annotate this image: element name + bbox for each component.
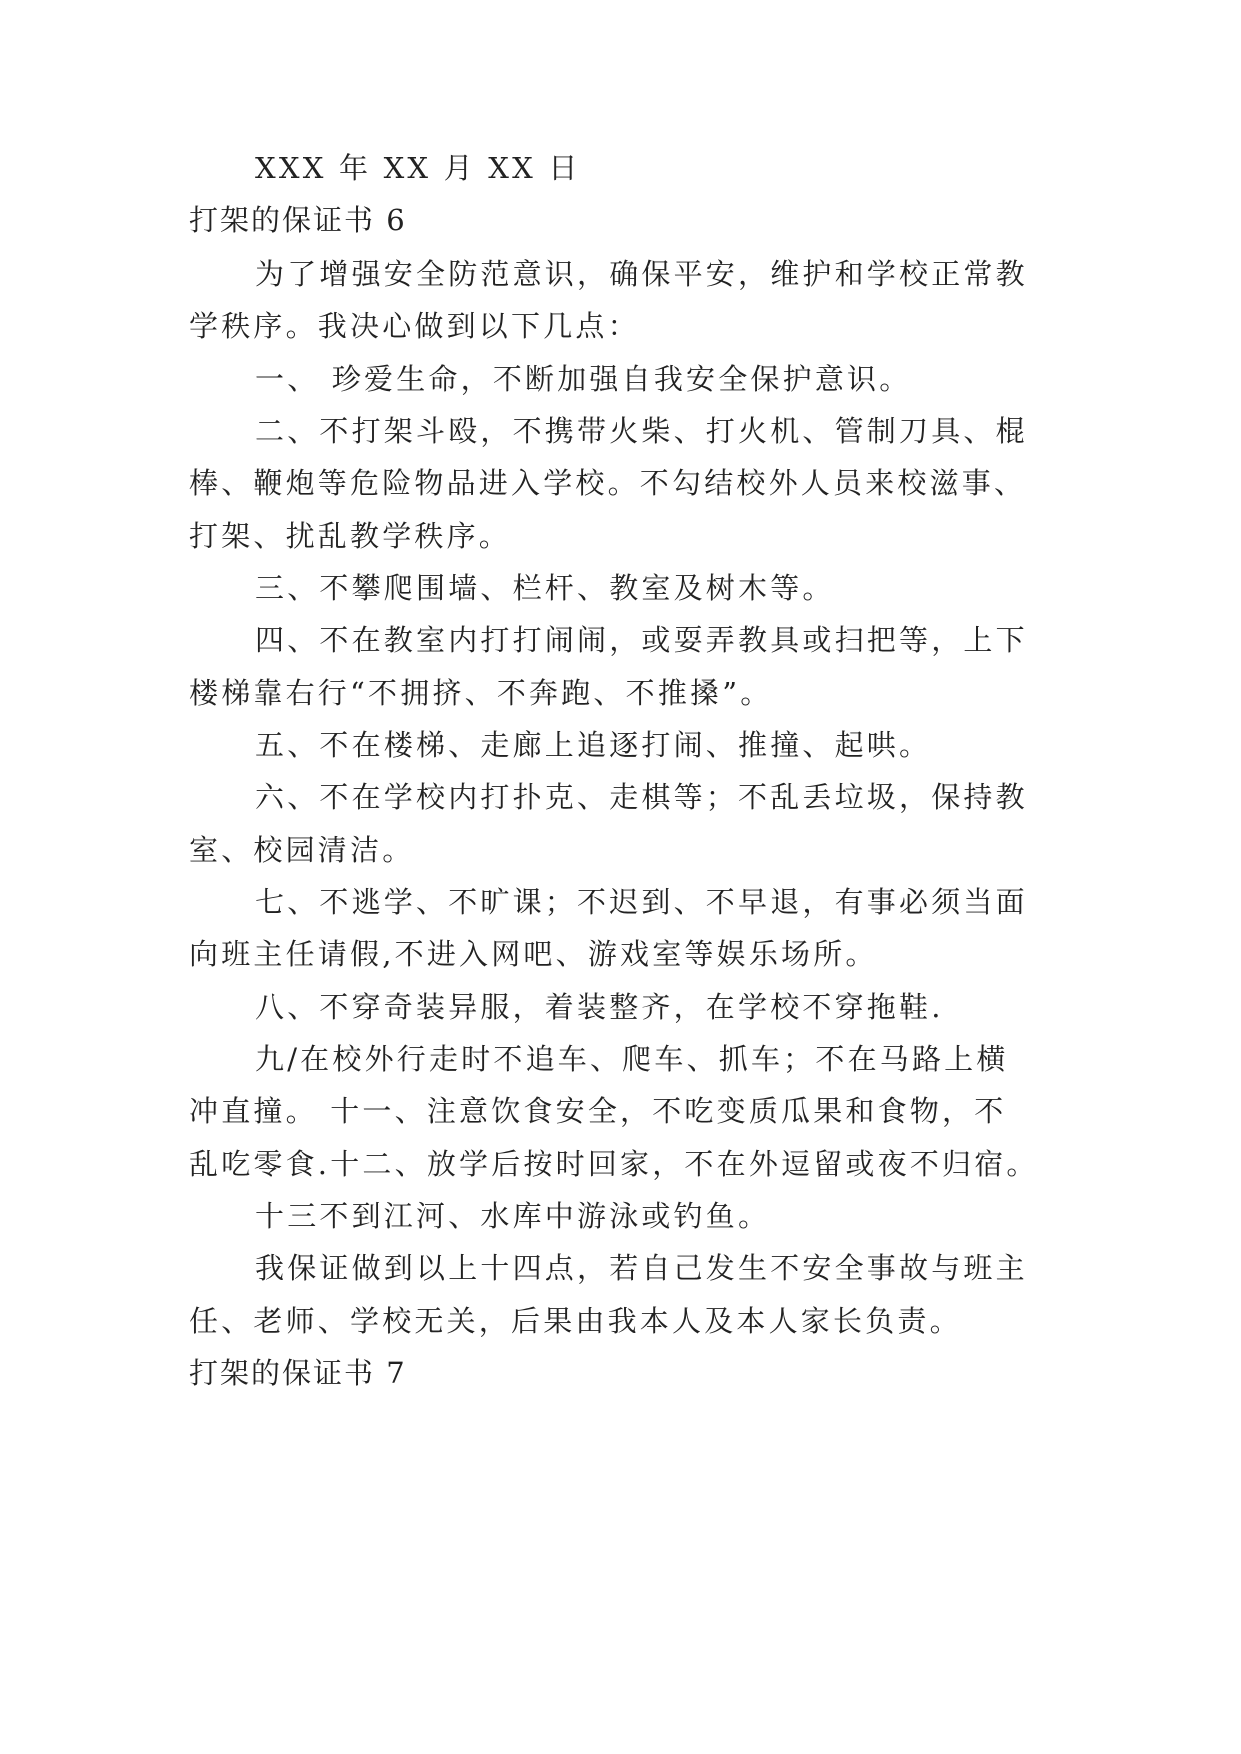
rule-8-line-1: 八、不穿奇装异服，着装整齐，在学校不穿拖鞋. bbox=[255, 990, 944, 1024]
rule-9-line-3: 乱吃零食.十二、放学后按时回家，不在外逗留或夜不归宿。 bbox=[189, 1147, 1039, 1181]
rule-6-line-2: 室、校园清洁。 bbox=[189, 833, 415, 867]
rule-2-line-3: 打架、扰乱教学秩序。 bbox=[189, 519, 512, 553]
paragraph-intro-line-2: 学秩序。我决心做到以下几点： bbox=[189, 309, 640, 343]
rule-13-line-1: 十三不到江河、水库中游泳或钓鱼。 bbox=[255, 1199, 771, 1233]
rule-2-line-2: 棒、鞭炮等危险物品进入学校。不勾结校外人员来校滋事、 bbox=[189, 466, 1027, 500]
closing-line-2: 任、老师、学校无关，后果由我本人及本人家长负责。 bbox=[189, 1304, 962, 1338]
rule-4-line-1: 四、不在教室内打打闹闹，或耍弄教具或扫把等，上下 bbox=[255, 623, 1028, 657]
rule-1-line-1: 一、 珍爱生命，不断加强自我安全保护意识。 bbox=[255, 362, 912, 396]
rule-7-line-1: 七、不逃学、不旷课；不迟到、不早退，有事必须当面 bbox=[255, 885, 1028, 919]
rule-9-line-1: 九/在校外行走时不追车、爬车、抓车；不在马路上横 bbox=[255, 1042, 1009, 1076]
section-title-6: 打架的保证书 6 bbox=[189, 203, 407, 237]
rule-2-line-1: 二、不打架斗殴，不携带火柴、打火机、管制刀具、棍 bbox=[255, 414, 1028, 448]
closing-line-1: 我保证做到以上十四点，若自己发生不安全事故与班主 bbox=[255, 1251, 1028, 1285]
rule-7-line-2: 向班主任请假,不进入网吧、游戏室等娱乐场所。 bbox=[189, 937, 878, 971]
rule-4-line-2: 楼梯靠右行“不拥挤、不奔跑、不推搡”。 bbox=[189, 676, 773, 710]
rule-9-line-2: 冲直撞。 十一、注意饮食安全，不吃变质瓜果和食物，不 bbox=[189, 1094, 1007, 1128]
date-line: XXX 年 XX 月 XX 日 bbox=[255, 151, 581, 185]
rule-5-line-1: 五、不在楼梯、走廊上追逐打闹、推撞、起哄。 bbox=[255, 728, 932, 762]
paragraph-intro-line-1: 为了增强安全防范意识，确保平安，维护和学校正常教 bbox=[255, 257, 1028, 291]
section-title-7: 打架的保证书 7 bbox=[189, 1356, 407, 1390]
rule-3-line-1: 三、不攀爬围墙、栏杆、教室及树木等。 bbox=[255, 571, 835, 605]
rule-6-line-1: 六、不在学校内打扑克、走棋等；不乱丢垃圾，保持教 bbox=[255, 780, 1028, 814]
